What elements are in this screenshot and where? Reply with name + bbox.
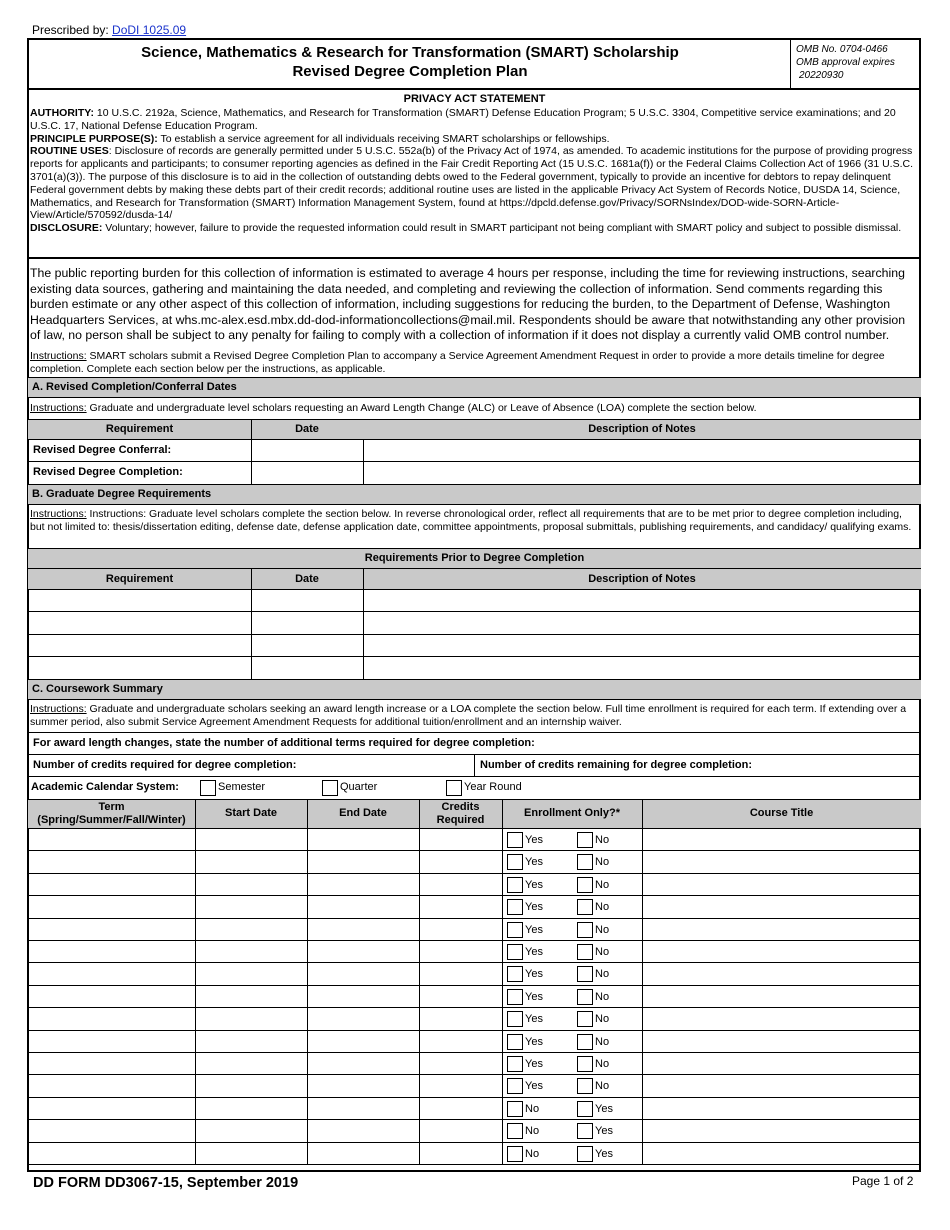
year-round-label: Year Round bbox=[464, 781, 522, 793]
grad-requirement-row[interactable] bbox=[29, 657, 250, 678]
enrollment-checkbox[interactable] bbox=[577, 1123, 593, 1139]
enrollment-checkbox[interactable] bbox=[577, 1146, 593, 1162]
enrollment-option-label: Yes bbox=[525, 1036, 543, 1048]
coursework-row[interactable] bbox=[29, 963, 194, 983]
authority-label: AUTHORITY: bbox=[30, 107, 94, 119]
enrollment-option-label: Yes bbox=[525, 946, 543, 958]
section-b-title: B. Graduate Degree Requirements bbox=[32, 488, 212, 500]
enrollment-checkbox[interactable] bbox=[507, 854, 523, 870]
revised-completion-label: Revised Degree Completion: bbox=[33, 466, 183, 478]
col-course-title: Course Title bbox=[749, 807, 814, 819]
section-b-instructions: Instructions: Instructions: Graduate level scholars complete the section below. In reverse chronological order, reflect all requirements that are to be met prior to degree completion including, but not limited to: thesis/dissertation editing, defense date, defense application date, committee appointments, proposal submittals, publishing requirements, and candidacy/ qualifying exams. bbox=[30, 508, 912, 533]
coursework-row[interactable] bbox=[29, 1008, 194, 1028]
section-a-col-date: Date bbox=[295, 423, 319, 435]
coursework-row[interactable] bbox=[29, 919, 194, 939]
enrollment-checkbox[interactable] bbox=[577, 1078, 593, 1094]
omb-info bbox=[796, 43, 895, 82]
privacy-heading: PRIVACY ACT STATEMENT bbox=[403, 93, 546, 105]
col-credits: Credits Required bbox=[436, 801, 485, 826]
purpose-text: To establish a service agreement for all individuals receiving SMART scholarships or fellowships. bbox=[160, 132, 610, 145]
general-instructions-text: SMART scholars submit a Revised Degree Completion Plan to accompany a Service Agreement Amendment Request in order to provide a more details timeline for degree completion. Complete each section below per the instructions, as applicable. bbox=[30, 350, 885, 375]
enrollment-option-label: Yes bbox=[525, 1080, 543, 1092]
enrollment-option-label: Yes bbox=[595, 1125, 613, 1137]
purpose-label: PRINCIPLE PURPOSE(S): bbox=[30, 132, 158, 145]
prescribed-link[interactable]: DoDI 1025.09 bbox=[112, 23, 187, 37]
coursework-row[interactable] bbox=[29, 1031, 194, 1051]
enrollment-checkbox[interactable] bbox=[577, 944, 593, 960]
quarter-checkbox[interactable] bbox=[322, 780, 338, 796]
enrollment-option-label: No bbox=[525, 1125, 540, 1137]
enrollment-checkbox[interactable] bbox=[577, 899, 593, 915]
coursework-row[interactable] bbox=[29, 986, 194, 1006]
enrollment-checkbox[interactable] bbox=[507, 1011, 523, 1027]
enrollment-option-label: Yes bbox=[525, 968, 543, 980]
routine-label: ROUTINE USES bbox=[30, 145, 109, 158]
enrollment-option-label: No bbox=[595, 1080, 610, 1092]
enrollment-checkbox[interactable] bbox=[577, 1056, 593, 1072]
form-title bbox=[30, 43, 790, 81]
enrollment-option-label: No bbox=[595, 1013, 610, 1025]
enrollment-checkbox[interactable] bbox=[577, 989, 593, 1005]
enrollment-checkbox[interactable] bbox=[577, 966, 593, 982]
omb-expires: OMB approval expires bbox=[796, 57, 895, 68]
grad-requirement-row[interactable] bbox=[29, 612, 250, 633]
grad-requirement-row[interactable] bbox=[29, 590, 250, 611]
section-b-col-date: Date bbox=[295, 573, 319, 585]
enrollment-option-label: No bbox=[595, 834, 610, 846]
section-c-instructions: Instructions: Graduate and undergraduate scholars seeking an award length increase or a LOA complete the section below. Full time enrollment is required for each term. If extending over a summer period, also submit Service Agreement Amendment Requests for additional tuition/enrollment and an internship waiver. bbox=[30, 703, 907, 728]
col-start-date: Start Date bbox=[225, 807, 277, 819]
enrollment-option-label: Yes bbox=[525, 924, 543, 936]
enrollment-option-label: Yes bbox=[525, 991, 543, 1003]
enrollment-checkbox[interactable] bbox=[577, 877, 593, 893]
coursework-row[interactable] bbox=[29, 896, 194, 916]
enrollment-checkbox[interactable] bbox=[507, 1123, 523, 1139]
section-a-instructions: Instructions: Graduate and undergraduate level scholars requesting an Award Length Change (ALC) or Leave of Absence (LOA) complete the section below. bbox=[30, 402, 757, 414]
semester-label: Semester bbox=[218, 781, 266, 793]
section-b-col-requirement: Requirement bbox=[105, 573, 174, 585]
enrollment-option-label: Yes bbox=[525, 879, 543, 891]
coursework-row[interactable] bbox=[29, 1098, 194, 1118]
enrollment-checkbox[interactable] bbox=[507, 989, 523, 1005]
coursework-row[interactable] bbox=[29, 1120, 194, 1140]
section-c-title: C. Coursework Summary bbox=[32, 683, 163, 695]
enrollment-checkbox[interactable] bbox=[577, 922, 593, 938]
privacy-statement bbox=[30, 107, 918, 235]
enrollment-checkbox[interactable] bbox=[507, 1056, 523, 1072]
enrollment-option-label: Yes bbox=[525, 856, 543, 868]
credits-required-label: Number of credits required for degree completion: bbox=[33, 759, 297, 771]
authority-text: 10 U.S.C. 2192a, Science, Mathematics, and Research for Transformation (SMART) Defense Education Program; 5 U.S.C. 3304, Competitive service examinations; and 20 U.S.C. 17, National Defense Education Program. bbox=[30, 107, 896, 132]
coursework-row[interactable] bbox=[29, 941, 194, 961]
disclosure-text: Voluntary; however, failure to provide the requested information could result in SMART participant not being compliant with SMART policy and subject to possible dismissal. bbox=[105, 222, 902, 235]
enrollment-option-label: No bbox=[525, 1148, 540, 1160]
routine-text: : Disclosure of records are generally permitted under 5 U.S.C. 552a(b) of the Privacy Act of 1974, as amended. To academic institutions for the purpose of providing progress reports for applicants and participants; to consumer reporting agencies as defined in the Fair Credit Reporting Act (15 U.S.C. 1681a(f)) or the Federal Claims Collection Act of 1966 (31 U.S.C. 3701(a)(3)). The purpose of this disclosure is to aid in the collection of outstanding debts owed to the Federal government, typically to provide an incentive for debtors to repay delinquent Federal government debts by making these debts part of their credit records; additional routine uses are listed in the applicable Privacy Act System of Records Notice, DUSDA 14, Science, Mathematics, and Research for Transformation (SMART) Information Management System, found at https://dpcld.defense.gov/Privacy/SORNsIndex/DOD-wide-SORN-Article-View/Article/570592/dusda-14/ bbox=[30, 145, 914, 222]
enrollment-checkbox[interactable] bbox=[507, 832, 523, 848]
revised-conferral-notes-field[interactable] bbox=[364, 440, 920, 461]
enrollment-option-label: No bbox=[595, 1036, 610, 1048]
enrollment-checkbox[interactable] bbox=[577, 1101, 593, 1117]
enrollment-option-label: Yes bbox=[525, 1013, 543, 1025]
grad-requirement-row[interactable] bbox=[29, 635, 250, 656]
col-enrollment: Enrollment Only?* bbox=[524, 807, 620, 819]
enrollment-checkbox[interactable] bbox=[507, 877, 523, 893]
revised-conferral-date-field[interactable] bbox=[252, 440, 362, 461]
enrollment-checkbox[interactable] bbox=[507, 899, 523, 915]
prescribed-line bbox=[32, 24, 186, 37]
year-round-checkbox[interactable] bbox=[446, 780, 462, 796]
enrollment-option-label: No bbox=[525, 1103, 540, 1115]
enrollment-option-label: Yes bbox=[595, 1148, 613, 1160]
enrollment-checkbox[interactable] bbox=[507, 1078, 523, 1094]
form-number: DD FORM DD3067-15, September 2019 bbox=[33, 1175, 299, 1191]
col-term: Term (Spring/Summer/Fall/Winter) bbox=[37, 801, 186, 826]
burden-statement: The public reporting burden for this collection of information is estimated to average 4 hours per response, including the time for reviewing instructions, searching existing data sources, gathering and maintaining the data needed, and completing and reviewing the collection of information. Send comments regarding this burden estimate or any other aspect of this collection of information, including suggestions for reducing the burden, to the Department of Defense, Washington Headquarters Services, at whs.mc-alex.esd.mbx.dd-dod-informationcollections@mail.mil. Respondents should be aware that notwithstanding any other provision of law, no person shall be subject to any penalty for failing to comply with a collection of information if it does not display a currently valid OMB control number. bbox=[30, 266, 906, 342]
enrollment-checkbox[interactable] bbox=[507, 1146, 523, 1162]
enrollment-option-label: No bbox=[595, 879, 610, 891]
enrollment-option-label: No bbox=[595, 856, 610, 868]
quarter-label: Quarter bbox=[340, 781, 378, 793]
section-a-col-requirement: Requirement bbox=[105, 423, 174, 435]
enrollment-option-label: Yes bbox=[525, 901, 543, 913]
enrollment-checkbox[interactable] bbox=[507, 922, 523, 938]
revised-completion-date-field[interactable] bbox=[252, 462, 362, 483]
omb-date: 20220930 bbox=[799, 70, 844, 81]
enrollment-checkbox[interactable] bbox=[577, 1034, 593, 1050]
section-a-col-notes: Description of Notes bbox=[588, 423, 696, 435]
coursework-row[interactable] bbox=[29, 829, 194, 849]
enrollment-option-label: No bbox=[595, 901, 610, 913]
coursework-row[interactable] bbox=[29, 1053, 194, 1073]
enrollment-checkbox[interactable] bbox=[507, 1101, 523, 1117]
enrollment-checkbox[interactable] bbox=[507, 944, 523, 960]
title-line-1: Science, Mathematics & Research for Transformation (SMART) Scholarship bbox=[141, 44, 679, 61]
prescribed-label: Prescribed by: bbox=[32, 23, 109, 37]
coursework-row[interactable] bbox=[29, 1143, 194, 1163]
instructions-label: Instructions: bbox=[30, 350, 87, 362]
enrollment-checkbox[interactable] bbox=[507, 966, 523, 982]
revised-conferral-label: Revised Degree Conferral: bbox=[33, 444, 172, 456]
enrollment-option-label: No bbox=[595, 1058, 610, 1070]
omb-number: OMB No. 0704-0466 bbox=[796, 44, 888, 55]
semester-checkbox[interactable] bbox=[200, 780, 216, 796]
enrollment-checkbox[interactable] bbox=[577, 1011, 593, 1027]
enrollment-checkbox[interactable] bbox=[507, 1034, 523, 1050]
enrollment-option-label: Yes bbox=[525, 1058, 543, 1070]
coursework-row[interactable] bbox=[29, 874, 194, 894]
section-a-title: A. Revised Completion/Conferral Dates bbox=[32, 381, 237, 393]
section-b-subheader: Requirements Prior to Degree Completion bbox=[364, 552, 585, 564]
additional-terms-label: For award length changes, state the number of additional terms required for degree completion: bbox=[33, 737, 535, 749]
enrollment-option-label: Yes bbox=[595, 1103, 613, 1115]
coursework-row[interactable] bbox=[29, 1075, 194, 1095]
enrollment-option-label: Yes bbox=[525, 834, 543, 846]
revised-completion-notes-field[interactable] bbox=[364, 462, 920, 483]
enrollment-option-label: No bbox=[595, 924, 610, 936]
enrollment-checkbox[interactable] bbox=[577, 832, 593, 848]
enrollment-option-label: No bbox=[595, 946, 610, 958]
credits-remaining-label: Number of credits remaining for degree completion: bbox=[480, 759, 752, 771]
col-end-date: End Date bbox=[339, 807, 387, 819]
enrollment-option-label: No bbox=[595, 968, 610, 980]
disclosure-label: DISCLOSURE: bbox=[30, 222, 103, 235]
enrollment-option-label: No bbox=[595, 991, 610, 1003]
general-instructions bbox=[30, 350, 918, 376]
page-number: Page 1 of 2 bbox=[852, 1174, 914, 1188]
section-b-col-notes: Description of Notes bbox=[588, 573, 696, 585]
calendar-label: Academic Calendar System: bbox=[31, 781, 179, 793]
enrollment-checkbox[interactable] bbox=[577, 854, 593, 870]
coursework-row[interactable] bbox=[29, 851, 194, 871]
title-line-2: Revised Degree Completion Plan bbox=[292, 63, 528, 80]
